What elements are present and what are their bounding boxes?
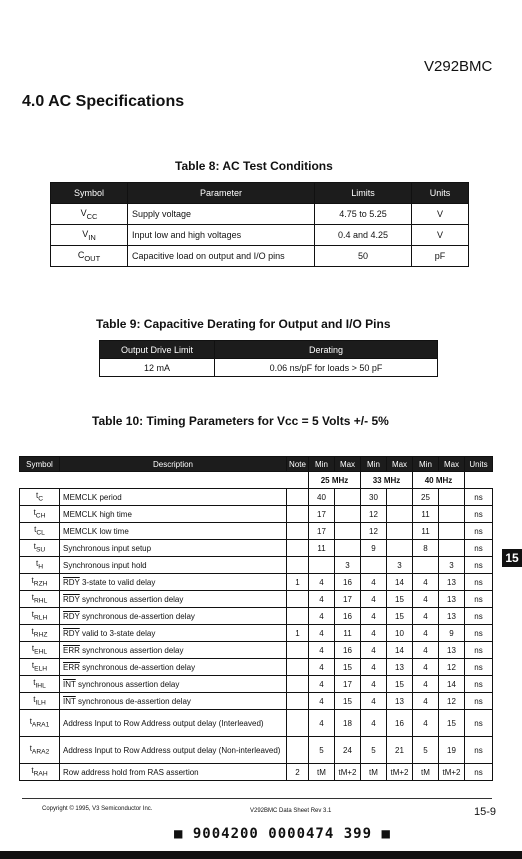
description-text: MEMCLK high time — [63, 509, 132, 519]
note-cell — [287, 710, 309, 737]
value-cell: 15 — [335, 659, 361, 676]
signal-name: $\overline{INT}$ — [63, 679, 76, 689]
symbol-subscript: ILH — [35, 699, 46, 707]
value-cell: 13 — [439, 642, 465, 659]
symbol-cell — [20, 659, 60, 676]
symbol-cell — [20, 540, 60, 557]
value-cell: 4 — [413, 591, 439, 608]
parameter-cell: Capacitive load on output and I/O pins — [128, 246, 315, 267]
symbol-subscript: CL — [36, 529, 45, 537]
limits-cell: 0.4 and 4.25 — [315, 225, 412, 246]
symbol-letter: t — [29, 717, 32, 727]
note-cell — [287, 506, 309, 523]
value-cell: 25 — [413, 489, 439, 506]
symbol-letter: t — [31, 593, 34, 603]
footer-doc-title: V292BMC Data Sheet Rev 3.1 — [250, 808, 332, 814]
value-cell — [387, 523, 413, 540]
units-cell: ns — [465, 540, 493, 557]
value-cell: 14 — [439, 676, 465, 693]
description-cell — [60, 710, 287, 737]
col-header: Min — [309, 457, 335, 472]
value-cell: 4 — [413, 710, 439, 737]
value-cell: 15 — [387, 591, 413, 608]
chapter-tab: 15 — [502, 549, 522, 567]
col-header: Symbol — [51, 183, 128, 204]
note-cell — [287, 557, 309, 574]
value-cell — [439, 523, 465, 540]
value-cell: 3 — [439, 557, 465, 574]
value-cell: tM+2 — [335, 764, 361, 781]
timing-parameters-table — [19, 456, 493, 781]
symbol-subscript: C — [38, 495, 44, 503]
table-row — [20, 693, 493, 710]
value-cell: 16 — [335, 608, 361, 625]
note-cell: 1 — [287, 625, 309, 642]
value-cell: tM+2 — [439, 764, 465, 781]
table-row — [51, 204, 469, 225]
symbol-cell — [20, 676, 60, 693]
symbol-letter: t — [31, 644, 35, 654]
value-cell: 4 — [309, 625, 335, 642]
note-cell — [287, 523, 309, 540]
value-cell — [335, 489, 361, 506]
footer-rule — [22, 798, 492, 799]
value-cell: 24 — [335, 737, 361, 764]
units-cell: ns — [465, 676, 493, 693]
table-row — [20, 489, 493, 506]
value-cell: 11 — [335, 625, 361, 642]
symbol-subscript: ELH — [34, 665, 48, 673]
description-cell — [60, 608, 287, 625]
value-cell: 4 — [361, 693, 387, 710]
table-row — [20, 557, 493, 574]
value-cell: 12 — [361, 523, 387, 540]
value-cell: 4 — [309, 608, 335, 625]
value-cell: 11 — [413, 523, 439, 540]
value-cell — [387, 540, 413, 557]
symbol-cell — [20, 506, 60, 523]
table-row — [20, 676, 493, 693]
value-cell: 17 — [335, 676, 361, 693]
value-cell — [387, 489, 413, 506]
col-header: Min — [361, 457, 387, 472]
units-cell: ns — [465, 608, 493, 625]
description-text: synchronous de-assertion delay — [75, 696, 191, 706]
symbol-letter: t — [33, 678, 36, 688]
description-cell — [60, 676, 287, 693]
symbol-cell — [20, 710, 60, 737]
signal-name: $\overline{RDY}$ — [63, 577, 80, 587]
symbol-cell — [20, 764, 60, 781]
symbol-cell — [20, 625, 60, 642]
value-cell: 4 — [361, 574, 387, 591]
symbol-cell — [20, 557, 60, 574]
symbol-letter: V — [80, 207, 87, 218]
value-cell: 19 — [439, 737, 465, 764]
value-cell: tM — [413, 764, 439, 781]
value-cell: 16 — [387, 710, 413, 737]
symbol-subscript: ARA1 — [31, 721, 50, 729]
description-text: 3-state to valid delay — [79, 577, 156, 587]
frequency-header-row — [20, 472, 493, 489]
value-cell: 4 — [309, 591, 335, 608]
units-cell: ns — [465, 489, 493, 506]
table-row — [20, 574, 493, 591]
value-cell — [439, 540, 465, 557]
symbol-subscript: CC — [86, 211, 98, 221]
description-cell — [60, 506, 287, 523]
value-cell: 30 — [361, 489, 387, 506]
col-header: Limits — [315, 183, 412, 204]
section-title: 4.0 AC Specifications — [22, 93, 185, 110]
value-cell — [439, 489, 465, 506]
col-header: Max — [387, 457, 413, 472]
signal-name: $\overline{RDY}$ — [63, 628, 80, 638]
note-cell — [287, 737, 309, 764]
symbol-cell — [20, 574, 60, 591]
description-cell — [60, 642, 287, 659]
units-cell: V — [412, 204, 469, 225]
symbol-subscript: RZH — [33, 580, 48, 588]
col-header: Parameter — [128, 183, 315, 204]
description-cell — [60, 557, 287, 574]
note-cell — [287, 642, 309, 659]
value-cell: 5 — [361, 737, 387, 764]
value-cell: 13 — [439, 608, 465, 625]
value-cell: 4 — [413, 676, 439, 693]
description-cell — [60, 574, 287, 591]
symbol-cell — [51, 246, 128, 267]
note-cell: 1 — [287, 574, 309, 591]
symbol-subscript: IN — [88, 232, 96, 242]
symbol-cell — [20, 642, 60, 659]
col-header: Symbol — [20, 457, 60, 472]
table-row — [20, 764, 493, 781]
value-cell: 4 — [309, 676, 335, 693]
symbol-subscript: RAH — [33, 770, 48, 778]
value-cell: 4 — [361, 710, 387, 737]
value-cell: 10 — [387, 625, 413, 642]
table-row — [51, 246, 469, 267]
symbol-subscript: SU — [35, 546, 46, 554]
value-cell: 9 — [361, 540, 387, 557]
value-cell: 17 — [309, 523, 335, 540]
note-cell — [287, 540, 309, 557]
freq-33: 33 MHz — [361, 472, 413, 489]
symbol-subscript: CH — [35, 512, 46, 520]
table-row — [20, 710, 493, 737]
derating-cell: 0.06 ns/pF for loads > 50 pF — [215, 359, 438, 377]
units-cell: ns — [465, 591, 493, 608]
symbol-subscript: RHZ — [33, 631, 48, 639]
units-cell: ns — [465, 642, 493, 659]
note-cell: 2 — [287, 764, 309, 781]
value-cell: 15 — [387, 676, 413, 693]
value-cell: 40 — [309, 489, 335, 506]
units-cell: V — [412, 225, 469, 246]
parameter-cell: Input low and high voltages — [128, 225, 315, 246]
value-cell: 4 — [413, 608, 439, 625]
units-cell: ns — [465, 737, 493, 764]
col-header: Units — [465, 457, 493, 472]
table-row — [20, 625, 493, 642]
value-cell: 5 — [309, 737, 335, 764]
units-cell: ns — [465, 659, 493, 676]
symbol-letter: V — [82, 228, 89, 239]
symbol-subscript: OUT — [84, 253, 101, 263]
description-text: Row address hold from RAS assertion — [63, 767, 199, 777]
units-cell: ns — [465, 506, 493, 523]
symbol-letter: C — [77, 249, 85, 260]
value-cell: 15 — [387, 608, 413, 625]
description-text: valid to 3-state delay — [79, 628, 156, 638]
value-cell: 9 — [439, 625, 465, 642]
description-text: MEMCLK low time — [63, 526, 129, 536]
value-cell: 4 — [361, 608, 387, 625]
value-cell: 4 — [413, 574, 439, 591]
doc-code: V292BMC — [424, 58, 493, 75]
value-cell: 17 — [335, 591, 361, 608]
symbol-subscript: H — [38, 563, 44, 571]
ac-test-conditions-table — [50, 182, 469, 267]
symbol-cell — [51, 225, 128, 246]
symbol-letter: t — [33, 508, 36, 518]
symbol-letter: t — [33, 542, 36, 552]
value-cell: 13 — [439, 591, 465, 608]
table8-caption: Table 8: AC Test Conditions — [175, 159, 333, 173]
symbol-letter: t — [31, 766, 34, 776]
freq-40: 40 MHz — [413, 472, 465, 489]
value-cell: 4 — [361, 659, 387, 676]
symbol-cell — [51, 204, 128, 225]
description-text: synchronous assertion delay — [75, 679, 180, 689]
col-header: Description — [60, 457, 287, 472]
note-cell — [287, 608, 309, 625]
bottom-bar — [0, 851, 522, 859]
symbol-letter: t — [34, 525, 37, 535]
description-cell — [60, 693, 287, 710]
drive-limit-cell: 12 mA — [100, 359, 215, 377]
value-cell — [413, 557, 439, 574]
units-cell: ns — [465, 625, 493, 642]
signal-name: $\overline{RDY}$ — [63, 594, 80, 604]
note-cell — [287, 676, 309, 693]
value-cell: 15 — [335, 693, 361, 710]
description-text: Synchronous input setup — [63, 543, 152, 553]
value-cell: 4 — [413, 693, 439, 710]
footer-copyright: Copyright © 1995, V3 Semiconductor Inc. — [42, 806, 153, 812]
description-cell — [60, 764, 287, 781]
value-cell: 4 — [309, 574, 335, 591]
symbol-cell — [20, 591, 60, 608]
value-cell: 15 — [439, 710, 465, 737]
description-cell — [60, 489, 287, 506]
value-cell: 5 — [413, 737, 439, 764]
value-cell: 3 — [335, 557, 361, 574]
col-header: Max — [439, 457, 465, 472]
value-cell: 21 — [387, 737, 413, 764]
units-cell: ns — [465, 574, 493, 591]
value-cell: tM — [361, 764, 387, 781]
table-row — [20, 737, 493, 764]
value-cell: 12 — [439, 693, 465, 710]
value-cell: 4 — [309, 710, 335, 737]
signal-name: $\overline{INT}$ — [63, 696, 76, 706]
value-cell — [309, 557, 335, 574]
symbol-cell — [20, 693, 60, 710]
symbol-subscript: RLH — [33, 614, 48, 622]
symbol-subscript: ARA2 — [31, 748, 50, 756]
description-cell — [60, 625, 287, 642]
symbol-letter: t — [35, 491, 39, 501]
units-cell: ns — [465, 693, 493, 710]
value-cell: 11 — [309, 540, 335, 557]
value-cell: 8 — [413, 540, 439, 557]
note-cell — [287, 693, 309, 710]
description-text: synchronous assertion delay — [79, 594, 184, 604]
note-cell — [287, 591, 309, 608]
table-row — [20, 540, 493, 557]
value-cell: 4 — [413, 659, 439, 676]
value-cell: 3 — [387, 557, 413, 574]
freq-25: 25 MHz — [309, 472, 361, 489]
description-text: synchronous assertion delay — [79, 645, 184, 655]
symbol-subscript: RHL — [33, 597, 48, 605]
limits-cell: 50 — [315, 246, 412, 267]
value-cell: tM — [309, 764, 335, 781]
value-cell: 12 — [361, 506, 387, 523]
table-row — [51, 225, 469, 246]
value-cell — [361, 557, 387, 574]
symbol-letter: t — [35, 559, 39, 569]
value-cell: 17 — [309, 506, 335, 523]
description-cell — [60, 523, 287, 540]
note-cell — [287, 489, 309, 506]
symbol-letter: t — [31, 610, 34, 620]
value-cell: 4 — [413, 625, 439, 642]
symbol-subscript: IHL — [35, 682, 46, 690]
barcode-text: ■ 9004200 0000474 399 ■ — [174, 826, 391, 842]
value-cell — [439, 506, 465, 523]
value-cell: 11 — [413, 506, 439, 523]
value-cell: 13 — [439, 574, 465, 591]
value-cell: 4 — [309, 693, 335, 710]
value-cell: 16 — [335, 574, 361, 591]
value-cell — [335, 506, 361, 523]
barcode-digits: 9004200 0000474 399 — [192, 826, 373, 842]
description-text: Synchronous input hold — [63, 560, 147, 570]
value-cell: 4 — [309, 642, 335, 659]
symbol-letter: t — [31, 576, 34, 586]
description-text: Address Input to Row Address output delay (Non-interleaved) — [63, 745, 281, 755]
value-cell — [335, 540, 361, 557]
value-cell: 4 — [413, 642, 439, 659]
col-header: Derating — [215, 341, 438, 359]
table-row — [20, 659, 493, 676]
signal-name: $\overline{ERR}$ — [63, 662, 80, 672]
col-header: Units — [412, 183, 469, 204]
units-cell: ns — [465, 523, 493, 540]
description-text: MEMCLK period — [63, 492, 122, 502]
units-cell: ns — [465, 557, 493, 574]
col-header: Output Drive Limit — [100, 341, 215, 359]
capacitive-derating-table — [99, 340, 438, 377]
description-cell — [60, 737, 287, 764]
table-row — [20, 591, 493, 608]
description-cell — [60, 540, 287, 557]
table-row — [20, 642, 493, 659]
value-cell: 13 — [387, 659, 413, 676]
value-cell: 14 — [387, 574, 413, 591]
symbol-cell — [20, 523, 60, 540]
units-cell: ns — [465, 710, 493, 737]
symbol-cell — [20, 489, 60, 506]
col-header: Max — [335, 457, 361, 472]
units-cell: pF — [412, 246, 469, 267]
table-row — [100, 359, 438, 377]
description-text: Address Input to Row Address output delay (Interleaved) — [63, 718, 264, 728]
value-cell: 12 — [439, 659, 465, 676]
symbol-subscript: EHL — [34, 648, 48, 656]
description-text: synchronous de-assertion delay — [79, 611, 195, 621]
col-header: Min — [413, 457, 439, 472]
value-cell — [335, 523, 361, 540]
value-cell: 4 — [309, 659, 335, 676]
table-row — [20, 506, 493, 523]
units-cell: ns — [465, 764, 493, 781]
value-cell: 13 — [387, 693, 413, 710]
table-row — [20, 523, 493, 540]
parameter-cell: Supply voltage — [128, 204, 315, 225]
table10-caption: Table 10: Timing Parameters for Vcc = 5 Volts +/- 5% — [92, 414, 389, 428]
table9-caption: Table 9: Capacitive Derating for Output and I/O Pins — [96, 317, 391, 331]
value-cell: 4 — [361, 625, 387, 642]
description-cell — [60, 591, 287, 608]
limits-cell: 4.75 to 5.25 — [315, 204, 412, 225]
col-header: Note — [287, 457, 309, 472]
value-cell: 4 — [361, 591, 387, 608]
value-cell — [387, 506, 413, 523]
signal-name: $\overline{RDY}$ — [63, 611, 80, 621]
symbol-letter: t — [29, 744, 32, 754]
value-cell: tM+2 — [387, 764, 413, 781]
symbol-cell — [20, 608, 60, 625]
signal-name: $\overline{ERR}$ — [63, 645, 80, 655]
page-number: 15-9 — [474, 806, 497, 818]
symbol-cell — [20, 737, 60, 764]
description-text: synchronous de-assertion delay — [79, 662, 196, 672]
value-cell: 4 — [361, 642, 387, 659]
symbol-letter: t — [33, 695, 36, 705]
symbol-letter: t — [31, 661, 35, 671]
symbol-letter: t — [31, 627, 34, 637]
value-cell: 14 — [387, 642, 413, 659]
value-cell: 18 — [335, 710, 361, 737]
description-cell — [60, 659, 287, 676]
value-cell: 4 — [361, 676, 387, 693]
table-row — [20, 608, 493, 625]
value-cell: 16 — [335, 642, 361, 659]
note-cell — [287, 659, 309, 676]
